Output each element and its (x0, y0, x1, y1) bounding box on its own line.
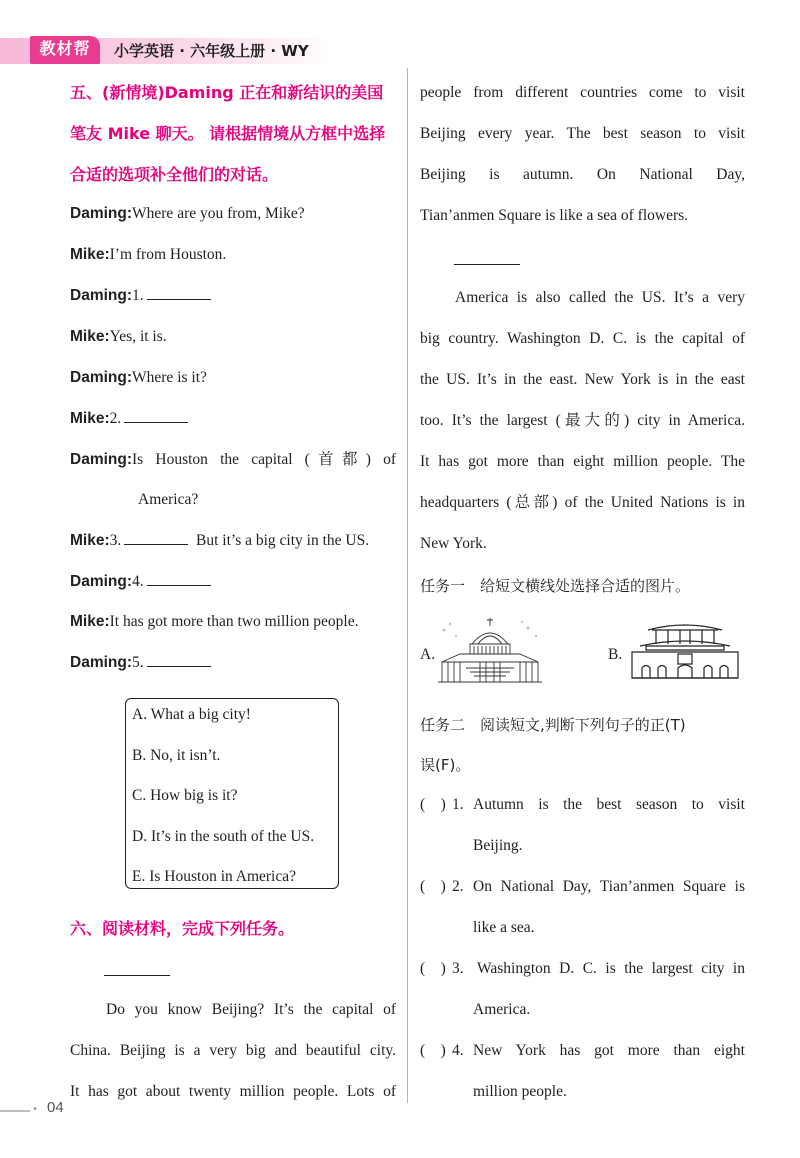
dialogue-line: Mike:I’m from Houston. (70, 246, 227, 263)
speaker-name: Mike (70, 613, 105, 630)
speaker-name: Daming (70, 451, 127, 468)
passage-line: too. It’s the largest (最大的) city in America. (420, 412, 745, 429)
statement-number: 2. (452, 878, 464, 895)
speaker-name: Mike (70, 410, 105, 427)
dialogue-text: I’m from Houston. (109, 246, 227, 263)
footer-dot: • (32, 1104, 38, 1115)
dialogue-line: Daming:5. (70, 652, 211, 674)
answer-blank[interactable] (124, 530, 188, 545)
passage-line: America is also called the US. It’s a very (455, 289, 745, 306)
dialogue-text-after: But it’s a big city in the US. (196, 532, 370, 549)
statement-text-cont: million people. (473, 1083, 567, 1100)
task2-heading-line1: 任务二 阅读短文,判断下列句子的正(T) (420, 716, 686, 734)
picture-b-label: B. (608, 646, 623, 663)
answer-blank[interactable] (147, 571, 211, 586)
dialogue-line: Mike:2. (70, 408, 188, 430)
dialogue-continuation: America? (138, 491, 199, 508)
option-item: A. What a big city! (132, 706, 251, 723)
dialogue-line: Daming:1. (70, 285, 211, 307)
capitol-building-image (436, 616, 544, 688)
speaker-name: Daming (70, 287, 127, 304)
statement-text-cont: like a sea. (473, 919, 535, 936)
passage-line: people from different countries come to visit (420, 84, 745, 101)
dialogue-text: Where are you from, Mike? (132, 205, 305, 222)
passage-line: Tian’anmen Square is like a sea of flowers. (420, 207, 689, 224)
dialogue-text: It has got more than two million people. (109, 613, 359, 630)
statement-text: New York has got more than eight (473, 1042, 745, 1059)
passage-line: big country. Washington D. C. is the capital of (420, 330, 745, 347)
page-number: 04 (47, 1099, 64, 1116)
picture-a-label: A. (420, 646, 436, 663)
image-blank-2[interactable] (454, 264, 520, 265)
section6-heading: 六、阅读材料，完成下列任务。 (70, 919, 295, 938)
passage-line: New York. (420, 535, 487, 552)
dialogue-text: 2. (109, 410, 122, 427)
statement-number: 3. (452, 960, 464, 977)
footer-bar (0, 1110, 30, 1112)
dialogue-text: 4. (132, 573, 144, 590)
dialogue-line: Daming:Is Houston the capital (首都) of (70, 451, 396, 468)
book-title: 小学英语 · 六年级上册 · WY (114, 42, 309, 60)
dialogue-text: 3. (109, 532, 122, 549)
speaker-name: Daming (70, 654, 127, 671)
speaker-name: Daming (70, 369, 127, 386)
passage-line: Beijing every year. The best season to visit (420, 125, 745, 142)
passage-line: headquarters (总部) of the United Nations is in (420, 494, 745, 511)
option-item: D. It’s in the south of the US. (132, 828, 315, 845)
passage-line: It has got about twenty million people. Lots of (70, 1083, 396, 1100)
passage-line: China. Beijing is a very big and beautiful city. (70, 1042, 396, 1059)
answer-blank[interactable] (147, 652, 211, 667)
section5-heading-line1: 五、(新情境)Daming 正在和新结识的美国 (70, 83, 384, 102)
option-item: C. How big is it? (132, 787, 238, 804)
passage-line: Beijing is autumn. On National Day, (420, 166, 745, 183)
option-item: B. No, it isn’t. (132, 747, 221, 764)
dialogue-line: Daming:Where are you from, Mike? (70, 205, 305, 222)
speaker-name: Mike (70, 246, 105, 263)
speaker-name: Daming (70, 205, 127, 222)
option-item: E. Is Houston in America? (132, 868, 297, 885)
section5-heading-line3: 合适的选项补全他们的对话。 (70, 165, 279, 184)
dialogue-line: Daming:Where is it? (70, 369, 207, 386)
dialogue-text: 5. (132, 654, 144, 671)
speaker-name: Mike (70, 532, 105, 549)
dialogue-text: Is Houston the capital (首都) of (132, 451, 396, 468)
passage-line: It has got more than eight million people. The (420, 453, 745, 470)
column-divider (407, 68, 408, 1103)
statement-text-cont: America. (473, 1001, 531, 1018)
dialogue-line: Mike:Yes, it is. (70, 328, 167, 345)
dialogue-line: Mike:3. But it’s a big city in the US. (70, 532, 370, 549)
statement-text: On National Day, Tian’anmen Square is (473, 878, 745, 895)
tf-paren[interactable]: ( ) (420, 960, 446, 977)
statement-text: Washington D. C. is the largest city in (477, 960, 745, 977)
dialogue-text: 1. (132, 287, 144, 304)
task1-heading: 任务一 给短文横线处选择合适的图片。 (420, 577, 691, 595)
tiananmen-image (628, 618, 742, 682)
image-blank-1[interactable] (104, 975, 170, 976)
statement-number: 4. (452, 1042, 464, 1059)
speaker-name: Mike (70, 328, 105, 345)
speaker-name: Daming (70, 573, 127, 590)
answer-blank[interactable] (124, 408, 188, 423)
statement-text-cont: Beijing. (473, 837, 523, 854)
tf-paren[interactable]: ( ) (420, 796, 446, 813)
answer-blank[interactable] (147, 285, 211, 300)
book-badge: 教材帮 (30, 36, 100, 64)
section5-heading-line2: 笔友 Mike 聊天。 请根据情境从方框中选择 (70, 124, 386, 143)
dialogue-text: Yes, it is. (109, 328, 167, 345)
tf-paren[interactable]: ( ) (420, 878, 446, 895)
tf-paren[interactable]: ( ) (420, 1042, 446, 1059)
passage-line: the US. It’s in the east. New York is in the east (420, 371, 745, 388)
dialogue-line: Mike:It has got more than two million people. (70, 613, 359, 630)
task2-heading-line2: 误(F)。 (420, 756, 471, 774)
dialogue-line: Daming:4. (70, 571, 211, 593)
statement-text: Autumn is the best season to visit (473, 796, 745, 813)
dialogue-text: Where is it? (132, 369, 207, 386)
passage-line: Do you know Beijing? It’s the capital of (106, 1001, 396, 1018)
statement-number: 1. (452, 796, 464, 813)
